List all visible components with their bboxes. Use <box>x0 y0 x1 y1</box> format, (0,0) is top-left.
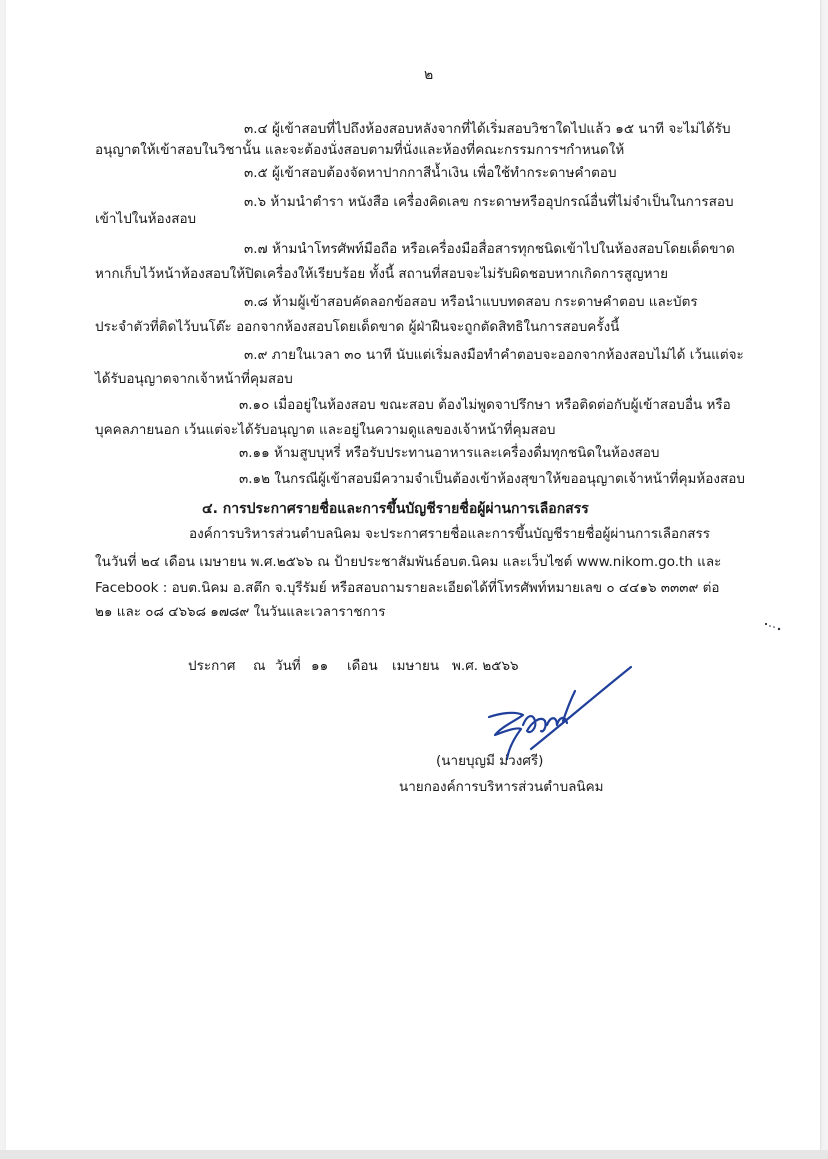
item-3-4-line-2: อนุญาตให้เข้าสอบในวิชานั้น และจะต้องนั่งสอบตามที่นั่งและห้องที่คณะกรรมการฯกำหนดให้ <box>95 142 625 158</box>
announce-label: ประกาศ <box>188 658 236 674</box>
item-3-10-line-2: บุคคลภายนอก เว้นแต่จะได้รับอนุญาต และอยู่ในความดูแลของเจ้าหน้าที่คุมสอบ <box>95 422 556 438</box>
item-3-9-line-1: ๓.๙ ภายในเวลา ๓๐ นาที นับแต่เริ่มลงมือทำคำตอบจะออกจากห้องสอบไม่ได้ เว้นแต่จะ <box>244 347 744 363</box>
item-3-11: ๓.๑๑ ห้ามสูบบุหรี่ หรือรับประทานอาหารและเครื่องดื่มทุกชนิดในห้องสอบ <box>239 445 660 461</box>
page-number: ๒ <box>424 67 434 83</box>
scan-speck-marks <box>764 618 782 632</box>
item-3-8-line-1: ๓.๘ ห้ามผู้เข้าสอบคัดลอกข้อสอบ หรือนำแบบทดสอบ กระดาษคำตอบ และบัตร <box>244 294 698 310</box>
page-bottom-edge <box>0 1150 828 1159</box>
document-page <box>6 0 821 1150</box>
announce-month: เมษายน <box>392 658 440 674</box>
announce-day: ๑๑ <box>311 658 329 674</box>
announce-at: ณ <box>253 658 266 674</box>
signatory-position: นายกองค์การบริหารส่วนตำบลนิคม <box>399 779 604 795</box>
item-3-4-line-1: ๓.๔ ผู้เข้าสอบที่ไปถึงห้องสอบหลังจากที่ได้เริ่มสอบวิชาใดไปแล้ว ๑๕ นาที จะไม่ได้รับ <box>244 121 731 137</box>
item-3-10-line-1: ๓.๑๐ เมื่ออยู่ในห้องสอบ ขณะสอบ ต้องไม่พูดจาปรึกษา หรือติดต่อกับผู้เข้าสอบอื่น หรือ <box>239 397 731 413</box>
item-3-9-line-2: ได้รับอนุญาตจากเจ้าหน้าที่คุมสอบ <box>95 371 293 387</box>
item-3-12: ๓.๑๒ ในกรณีผู้เข้าสอบมีความจำเป็นต้องเข้าห้องสุขาให้ขออนุญาตเจ้าหน้าที่คุมห้องสอบ <box>239 471 745 487</box>
item-3-7-line-2: หากเก็บไว้หน้าห้องสอบให้ปิดเครื่องให้เรียบร้อย ทั้งนี้ สถานที่สอบจะไม่รับผิดชอบหากเกิดการสูญหาย <box>95 266 669 282</box>
section-4-line-1: องค์การบริหารส่วนตำบลนิคม จะประกาศรายชื่อและการขึ้นบัญชีรายชื่อผู้ผ่านการเลือกสรร <box>189 526 711 542</box>
item-3-6-line-2: เข้าไปในห้องสอบ <box>95 211 197 227</box>
section-4-line-2: ในวันที่ ๒๔ เดือน เมษายน พ.ศ.๒๕๖๖ ณ ป้ายประชาสัมพันธ์อบต.นิคม และเว็บไซต์ www.nikom.go.th และ <box>95 554 722 570</box>
section-4-line-4: ๒๑ และ ๐๘ ๔๖๖๘ ๑๗๘๙ ในวันและเวลาราชการ <box>95 604 386 620</box>
item-3-5: ๓.๕ ผู้เข้าสอบต้องจัดหาปากกาสีน้ำเงิน เพื่อใช้ทำกระดาษคำตอบ <box>244 165 617 181</box>
item-3-8-line-2: ประจำตัวที่ติดไว้บนโต๊ะ ออกจากห้องสอบโดยเด็ดขาด ผู้ฝ่าฝืนจะถูกตัดสิทธิในการสอบครั้งนี้ <box>95 319 620 335</box>
announce-day-label: วันที่ <box>275 658 301 674</box>
announce-year: พ.ศ. ๒๕๖๖ <box>452 658 519 674</box>
item-3-6-line-1: ๓.๖ ห้ามนำตำรา หนังสือ เครื่องคิดเลข กระดาษหรืออุปกรณ์อื่นที่ไม่จำเป็นในการสอบ <box>244 194 734 210</box>
section-4-heading: ๔. การประกาศรายชื่อและการขึ้นบัญชีรายชื่อผู้ผ่านการเลือกสรร <box>202 501 589 517</box>
signatory-name: (นายบุญมี ม่วงศรี) <box>436 753 544 769</box>
announce-month-label: เดือน <box>347 658 378 674</box>
section-4-line-3: Facebook : อบต.นิคม อ.สตึก จ.บุรีรัมย์ หรือสอบถามรายละเอียดได้ที่โทรศัพท์หมายเลข ๐ ๔๔๑๖ ๓๓๓๙ ต่อ <box>95 580 720 596</box>
item-3-7-line-1: ๓.๗ ห้ามนำโทรศัพท์มือถือ หรือเครื่องมือสื่อสารทุกชนิดเข้าไปในห้องสอบโดยเด็ดขาด <box>244 241 735 257</box>
